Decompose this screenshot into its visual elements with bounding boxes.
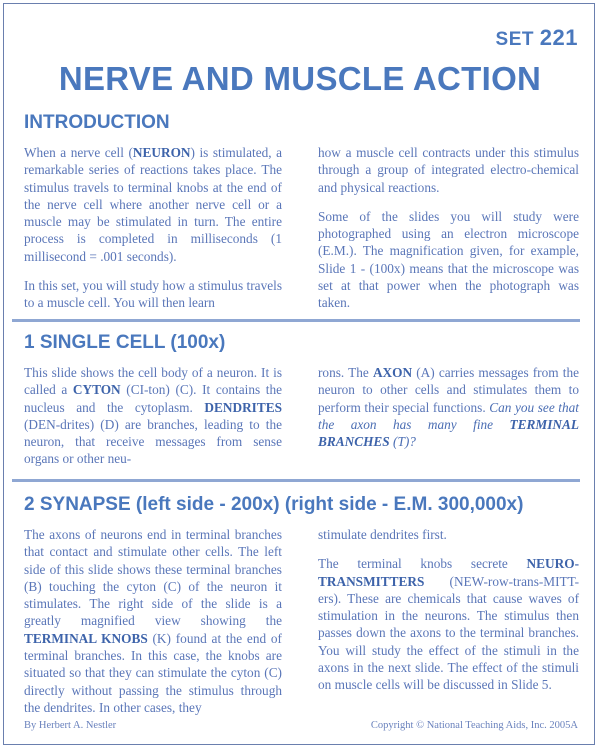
intro-right-paragraph-2: Some of the slides you will study were photographed using an electron microscope (E.M.). The magnification given, for example, Slide 1 - (100x) means that the microscope was set at that power when the photograph was taken. xyxy=(318,208,579,311)
term-cyton: CYTON xyxy=(72,382,121,398)
intro-right-column xyxy=(318,144,579,324)
section-2-right-paragraph-2: The terminal knobs secrete NEURO-TRANSMITTERS (NEW-row-trans-MITT-ers). These are chemicals that cause waves of stimulation in the neurons. The stimulus then passes down the axons to the terminal branches. You will study the effect of the stimuli in the axons in the next slide. The effect of the stimuli on muscle cells will be discussed in Slide 5. xyxy=(318,556,579,693)
section-2-right-paragraph-1: stimulate dendrites first. xyxy=(318,527,447,542)
term-terminal-branches: TERMINAL BRANCHES xyxy=(318,416,579,450)
section-2-left-column xyxy=(24,526,282,728)
section-divider xyxy=(12,479,580,482)
intro-left-column xyxy=(24,144,282,324)
set-label xyxy=(496,25,578,51)
section-divider xyxy=(12,319,580,322)
term-axon: AXON xyxy=(372,365,413,380)
set-number: 221 xyxy=(539,25,578,50)
section-2-right-column xyxy=(318,526,579,706)
footer-copyright: Copyright © National Teaching Aids, Inc. 2005A xyxy=(370,720,578,731)
section-1-right-column xyxy=(318,364,579,462)
section-2-left-paragraph: The axons of neurons end in terminal branches that contact and stimulate other cells. The left side of this slide shows these terminal branches (B) touching the cyton (C) of the neuron it stimulates. The right side of the slide is a greatly magnified view showing the TERMINAL KNOBS (K) found at the end of terminal branches. In this case, the knobs are situated so that they can stimulate the cyton (C) directly without passing the stimulus through the dendrites. In other cases, they xyxy=(24,527,282,715)
section-1-left-column xyxy=(24,364,282,480)
section-1-right-paragraph: rons. The AXON (A) carries messages from the neuron to other cells and stimulates them to perform their special functions. Can you see that the axon has many fine TERMINAL BRANCHES (T)? xyxy=(318,365,579,450)
intro-heading: INTRODUCTION xyxy=(24,112,170,133)
footer-author: By Herbert A. Nestler xyxy=(24,720,117,731)
intro-right-paragraph-1: how a muscle cell contracts under this stimulus through a group of integrated electro-chemical and physical reactions. xyxy=(318,145,579,195)
section-2-heading: 2 SYNAPSE (left side - 200x) (right side - E.M. 300,000x) xyxy=(24,494,524,515)
question-text: Can you see that the axon has many fine TERMINAL BRANCHES (T)? xyxy=(318,399,579,450)
section-1-left-paragraph: This slide shows the cell body of a neuron. It is called a CYTON (CI-ton) (C). It contains the nucleus and the cytoplasm. DENDRITES (DEN-drites) (D) are branches, leading to the neuron, that receive messages from sense organs or other neu- xyxy=(24,365,283,467)
page-title: NERVE AND MUSCLE ACTION xyxy=(58,60,542,97)
intro-left-paragraph-2: In this set, you will study how a stimulus travels to a muscle cell. You will then learn xyxy=(24,278,282,311)
term-neurotransmitters: NEURO-TRANSMITTERS xyxy=(318,556,579,589)
term-terminal-knobs: TERMINAL KNOBS xyxy=(24,630,148,646)
section-1-heading: 1 SINGLE CELL (100x) xyxy=(24,332,226,353)
term-neuron: NEURON xyxy=(132,145,191,160)
intro-left-paragraph-1: When a nerve cell (NEURON) is stimulated, a remarkable series of reactions takes place. The stimulus travels to terminal knobs at the end of the nerve cell where another nerve cell or a muscle may be stimulated in turn. The entire process is completed in milliseconds (1 millisecond = .001 seconds). xyxy=(24,145,282,264)
term-dendrites: DENDRITES xyxy=(204,399,282,415)
set-label-text: SET xyxy=(495,29,534,50)
